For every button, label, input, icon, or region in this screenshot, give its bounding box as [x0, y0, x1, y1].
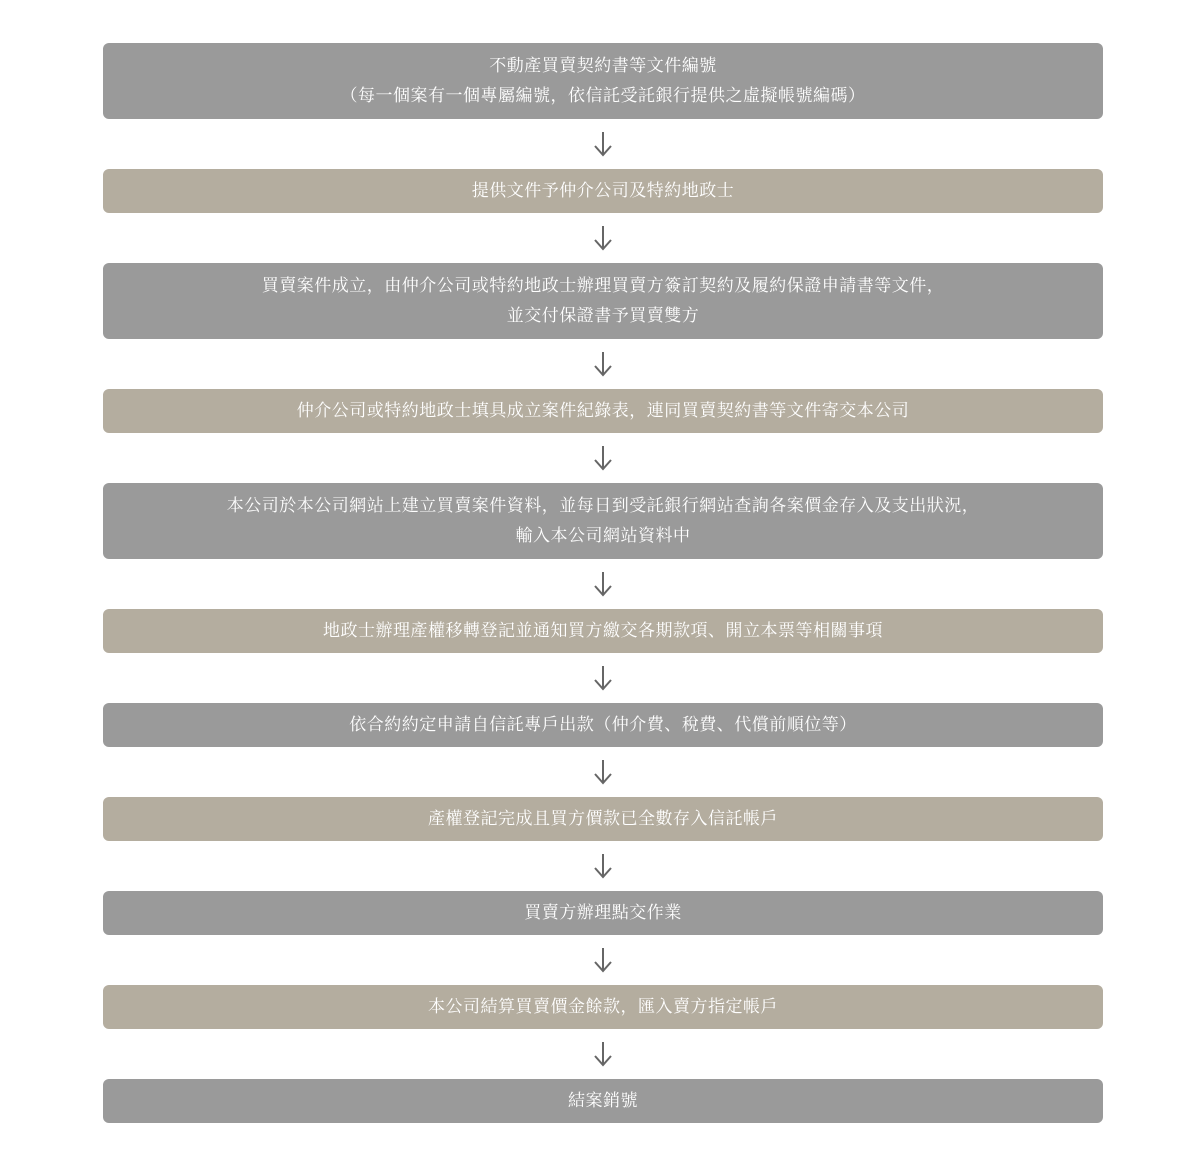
arrow-down-icon — [103, 559, 1103, 609]
step-7-line-1: 依合約約定申請自信託專戶出款（仲介費、稅費、代償前順位等） — [349, 715, 857, 735]
arrow-down-icon — [103, 841, 1103, 891]
step-2-line-1: 提供文件予仲介公司及特約地政士 — [471, 181, 735, 201]
step-9-line-1: 買賣方辦理點交作業 — [524, 903, 682, 923]
step-8-box — [103, 797, 1103, 841]
step-8-line-1: 產權登記完成且買方價款已全數存入信託帳戶 — [428, 809, 778, 829]
step-6-line-1: 地政士辦理產權移轉登記並通知買方繳交各期款項、開立本票等相關事項 — [323, 621, 883, 641]
step-11-line-1: 結案銷號 — [568, 1091, 638, 1111]
step-9-box — [103, 891, 1103, 935]
arrow-down-icon — [103, 213, 1103, 263]
step-3-box — [103, 263, 1103, 339]
step-11-box — [103, 1079, 1103, 1123]
flowchart — [103, 43, 1103, 1123]
step-4-box — [103, 389, 1103, 433]
step-1-line-2: （每一個案有一個專屬編號，依信託受託銀行提供之虛擬帳號編碼） — [340, 86, 866, 106]
arrow-down-icon — [103, 1029, 1103, 1079]
arrow-down-icon — [103, 935, 1103, 985]
step-1-line-1: 不動產買賣契約書等文件編號 — [489, 56, 717, 76]
step-2-box — [103, 169, 1103, 213]
step-4-line-1: 仲介公司或特約地政士填具成立案件紀錄表，連同買賣契約書等文件寄交本公司 — [296, 401, 910, 421]
arrow-down-icon — [103, 747, 1103, 797]
arrow-down-icon — [103, 339, 1103, 389]
step-1-box — [103, 43, 1103, 119]
step-5-line-1: 本公司於本公司網站上建立買賣案件資料，並每日到受託銀行網站查詢各案價金存入及支出狀況， — [226, 496, 980, 516]
arrow-down-icon — [103, 119, 1103, 169]
step-5-box — [103, 483, 1103, 559]
step-3-line-2: 並交付保證書予買賣雙方 — [506, 306, 700, 326]
step-7-box — [103, 703, 1103, 747]
arrow-down-icon — [103, 433, 1103, 483]
step-6-box — [103, 609, 1103, 653]
step-10-box — [103, 985, 1103, 1029]
step-10-line-1: 本公司結算買賣價金餘款，匯入賣方指定帳戶 — [428, 997, 778, 1017]
step-3-line-1: 買賣案件成立，由仲介公司或特約地政士辦理買賣方簽訂契約及履約保證申請書等文件， — [261, 276, 945, 296]
arrow-down-icon — [103, 653, 1103, 703]
step-5-line-2: 輸入本公司網站資料中 — [515, 526, 691, 546]
